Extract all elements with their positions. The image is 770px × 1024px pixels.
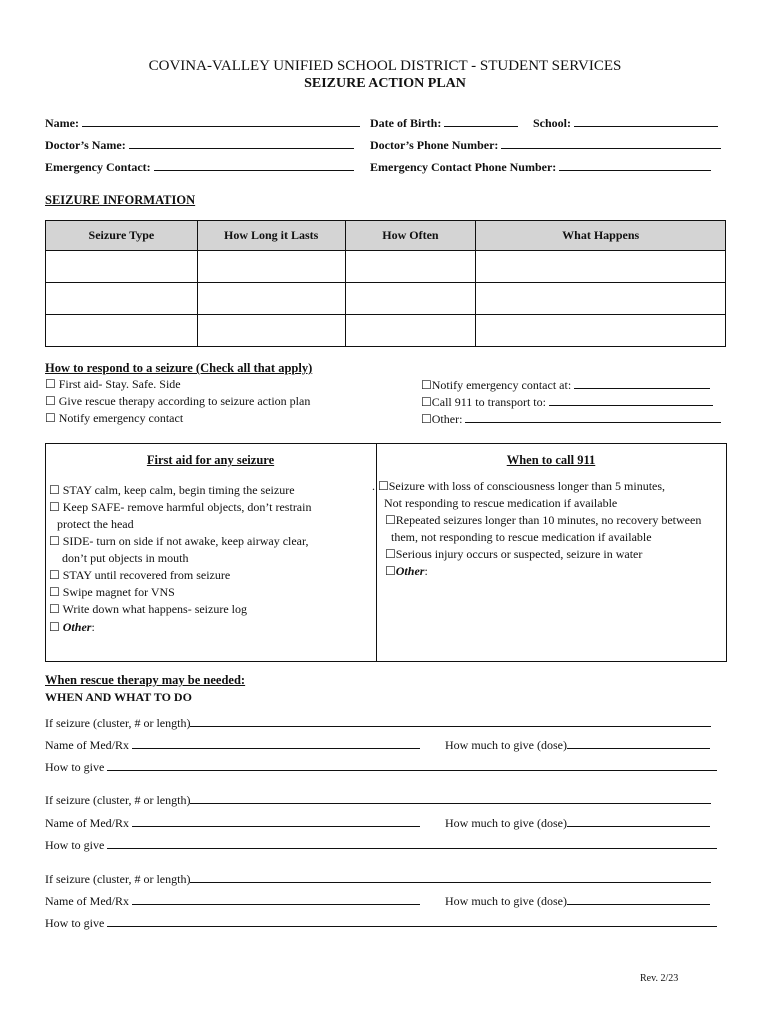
respond-heading: How to respond to a seizure (Check all that apply)	[45, 361, 313, 375]
table-header-row	[46, 221, 726, 251]
rescue-dose-field[interactable]	[445, 737, 710, 753]
school-label: School:	[533, 116, 572, 130]
table-row	[46, 315, 726, 347]
first-aid-other-box: ☐	[49, 620, 63, 634]
rescue-how-to-give-field[interactable]	[45, 915, 717, 931]
rescue-subheading: WHEN AND WHAT TO DO	[45, 690, 192, 704]
call-911-line[interactable]	[549, 394, 713, 406]
emergency-phone-line[interactable]	[559, 159, 711, 171]
dose-label: How much to give (dose)	[445, 894, 567, 908]
first-aid-stay-until-checkbox[interactable]: ☐ STAY until recovered from seizure	[49, 568, 231, 582]
doctor-label: Doctor’s Name:	[45, 138, 126, 152]
col-how-long: How Long it Lasts	[197, 221, 345, 251]
if-seizure-line[interactable]	[190, 871, 711, 883]
dose-label: How much to give (dose)	[445, 738, 567, 752]
rescue-how-to-give-field[interactable]	[45, 759, 717, 775]
first-aid-heading: First aid for any seizure	[146, 453, 275, 467]
table-cell[interactable]	[476, 283, 726, 315]
how-to-give-line[interactable]	[107, 915, 717, 927]
if-seizure-label: If seizure (cluster, # or length)	[45, 872, 191, 886]
table-cell[interactable]	[197, 315, 345, 347]
seizure-info-heading: SEIZURE INFORMATION	[45, 193, 196, 207]
rescue-med-name-field[interactable]	[45, 893, 420, 909]
call-911-loss-consciousness-cont: Not responding to rescue medication if available	[384, 496, 618, 510]
emergency-phone-field[interactable]	[370, 159, 711, 175]
rescue-dose-field[interactable]	[445, 893, 710, 909]
seizure-info-table	[45, 220, 726, 347]
name-label: Name:	[45, 116, 79, 130]
med-name-line[interactable]	[132, 815, 420, 827]
form-title: SEIZURE ACTION PLAN	[304, 76, 466, 91]
first-aid-keep-safe-checkbox[interactable]: ☐ Keep SAFE- remove harmful objects, don’t restrain	[49, 500, 312, 514]
respond-other-label: ☐Other:	[421, 412, 463, 426]
how-to-give-label: How to give	[45, 916, 105, 930]
first-aid-other-colon: :	[91, 620, 95, 634]
table-row	[46, 283, 726, 315]
med-name-label: Name of Med/Rx	[45, 894, 129, 908]
respond-notify-contact-checkbox[interactable]: ☐ Notify emergency contact	[45, 411, 184, 425]
doctor-phone-line[interactable]	[501, 137, 721, 149]
first-aid-side-cont: don’t put objects in mouth	[62, 551, 189, 565]
if-seizure-line[interactable]	[190, 792, 711, 804]
notify-at-label: ☐Notify emergency contact at:	[421, 378, 572, 392]
table-row	[46, 251, 726, 283]
table-cell[interactable]	[345, 283, 476, 315]
notify-at-line[interactable]	[574, 377, 710, 389]
if-seizure-label: If seizure (cluster, # or length)	[45, 793, 191, 807]
rescue-heading: When rescue therapy may be needed:	[45, 673, 246, 687]
dose-label: How much to give (dose)	[445, 816, 567, 830]
dose-line[interactable]	[567, 893, 710, 905]
med-name-label: Name of Med/Rx	[45, 816, 129, 830]
call-911-heading: When to call 911	[506, 453, 596, 467]
call-911-other-colon: :	[424, 564, 428, 578]
how-to-give-label: How to give	[45, 838, 105, 852]
respond-first-aid-checkbox[interactable]: ☐ First aid- Stay. Safe. Side	[45, 377, 181, 391]
first-aid-other-label: Other	[62, 620, 92, 634]
med-name-line[interactable]	[132, 737, 420, 749]
district-header: COVINA-VALLEY UNIFIED SCHOOL DISTRICT - STUDENT SERVICES	[148, 58, 622, 74]
table-cell[interactable]	[46, 283, 198, 315]
revision-date: Rev. 2/23	[640, 973, 679, 984]
name-line[interactable]	[82, 115, 360, 127]
rescue-med-name-field[interactable]	[45, 737, 420, 753]
table-cell[interactable]	[345, 251, 476, 283]
table-cell[interactable]	[46, 315, 198, 347]
table-cell[interactable]	[476, 251, 726, 283]
table-cell[interactable]	[46, 251, 198, 283]
respond-rescue-therapy-checkbox[interactable]: ☐ Give rescue therapy according to seizure action plan	[45, 394, 311, 408]
name-field[interactable]	[45, 115, 360, 131]
dob-field[interactable]	[370, 115, 518, 131]
call-911-serious-injury-checkbox[interactable]: ☐Serious injury occurs or suspected, seizure in water	[385, 547, 643, 561]
dose-line[interactable]	[567, 737, 710, 749]
call-911-loss-consciousness-checkbox[interactable]: . ☐Seizure with loss of consciousness longer than 5 minutes,	[372, 479, 666, 493]
doctor-line[interactable]	[129, 137, 354, 149]
rescue-how-to-give-field[interactable]	[45, 837, 717, 853]
med-name-label: Name of Med/Rx	[45, 738, 129, 752]
how-to-give-label: How to give	[45, 760, 105, 774]
doctor-phone-label: Doctor’s Phone Number:	[370, 138, 499, 152]
call-911-label: ☐Call 911 to transport to:	[421, 395, 546, 409]
col-how-often: How Often	[345, 221, 476, 251]
emergency-contact-label: Emergency Contact:	[45, 160, 151, 174]
first-aid-side-checkbox[interactable]: ☐ SIDE- turn on side if not awake, keep airway clear,	[49, 534, 309, 548]
doctor-field[interactable]	[45, 137, 354, 153]
rescue-dose-field[interactable]	[445, 815, 710, 831]
box-divider	[376, 443, 377, 661]
rescue-if-seizure-field[interactable]	[45, 792, 711, 808]
respond-other-field[interactable]	[421, 411, 721, 427]
rescue-if-seizure-field[interactable]	[45, 715, 711, 731]
dob-line[interactable]	[444, 115, 518, 127]
if-seizure-line[interactable]	[190, 715, 711, 727]
if-seizure-label: If seizure (cluster, # or length)	[45, 716, 191, 730]
emergency-contact-line[interactable]	[154, 159, 354, 171]
first-aid-other-checkbox[interactable]	[49, 620, 95, 635]
call-911-other-box: ☐	[385, 564, 396, 578]
dose-line[interactable]	[567, 815, 710, 827]
first-aid-seizure-log-checkbox[interactable]: ☐ Write down what happens- seizure log	[49, 602, 247, 616]
respond-call-911-field[interactable]	[421, 394, 713, 410]
first-aid-vns-checkbox[interactable]: ☐ Swipe magnet for VNS	[49, 585, 175, 599]
respond-notify-at-field[interactable]	[421, 377, 710, 393]
table-cell[interactable]	[197, 251, 345, 283]
first-aid-stay-calm-checkbox[interactable]: ☐ STAY calm, keep calm, begin timing the seizure	[49, 483, 295, 497]
call-911-other-label: Other	[395, 564, 425, 578]
call-911-other-checkbox[interactable]	[385, 564, 428, 579]
how-to-give-line[interactable]	[107, 759, 717, 771]
col-what-happens: What Happens	[476, 221, 726, 251]
respond-other-line[interactable]	[465, 411, 721, 423]
table-cell[interactable]	[197, 283, 345, 315]
emergency-contact-field[interactable]	[45, 159, 354, 175]
first-aid-keep-safe-cont: protect the head	[57, 517, 134, 531]
med-name-line[interactable]	[132, 893, 420, 905]
table-cell[interactable]	[345, 315, 476, 347]
doctor-phone-field[interactable]	[370, 137, 721, 153]
col-seizure-type: Seizure Type	[46, 221, 198, 251]
rescue-med-name-field[interactable]	[45, 815, 420, 831]
school-line[interactable]	[574, 115, 718, 127]
table-cell[interactable]	[476, 315, 726, 347]
how-to-give-line[interactable]	[107, 837, 717, 849]
rescue-if-seizure-field[interactable]	[45, 871, 711, 887]
call-911-repeated-seizures-checkbox[interactable]: ☐Repeated seizures longer than 10 minutes, no recovery between	[385, 513, 702, 527]
school-field[interactable]	[533, 115, 718, 131]
emergency-phone-label: Emergency Contact Phone Number:	[370, 160, 557, 174]
call-911-repeated-seizures-cont: them, not responding to rescue medication if available	[391, 530, 652, 544]
dob-label: Date of Birth:	[370, 116, 442, 130]
